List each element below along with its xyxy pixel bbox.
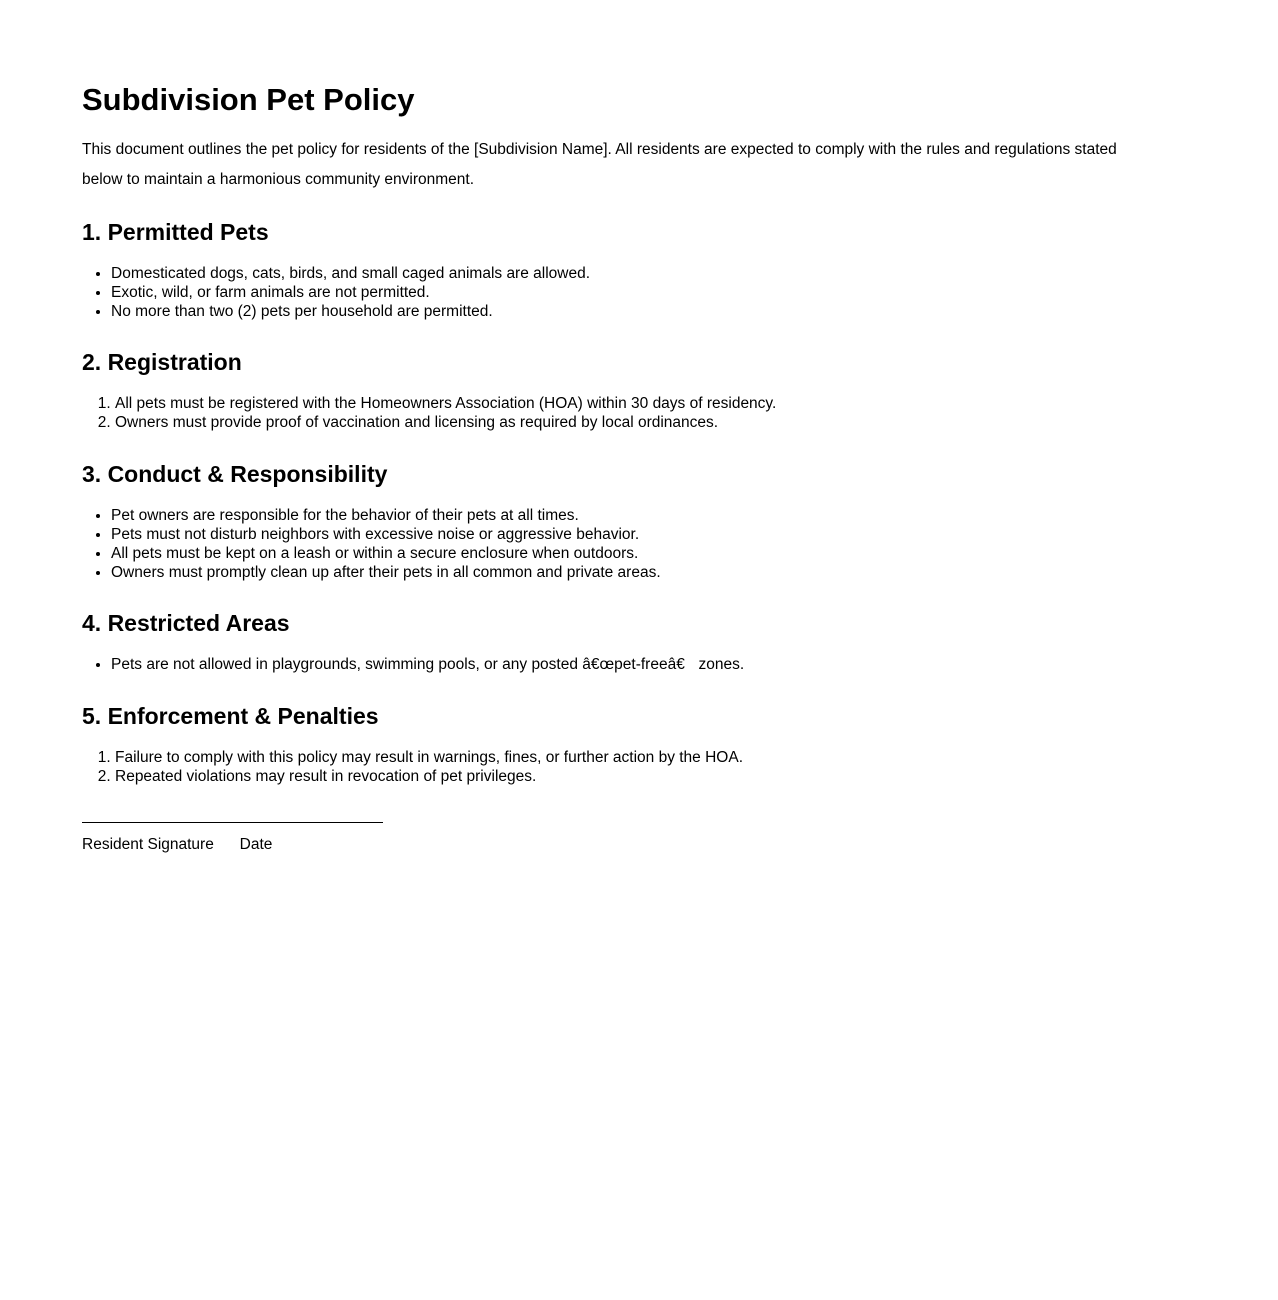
list-item: • Domesticated dogs, cats, birds, and small caged animals are allowed.: [111, 264, 1160, 283]
list-item: 1. All pets must be registered with the Homeowners Association (HOA) within 30 days of residency.: [115, 394, 1160, 413]
list-item: • Pets are not allowed in playgrounds, swimming pools, or any posted â€œpet-freeâ€ zones.: [111, 655, 1160, 674]
section-restricted-areas: [82, 610, 1160, 674]
intro-paragraph: This document outlines the pet policy for residents of the [Subdivision Name]. All residents are expected to comply with the rules and regulations stated below to maintain a harmonious community environment.: [82, 141, 1117, 188]
section-registration: [82, 349, 1160, 432]
section-heading-3: 3. Conduct & Responsibility: [82, 461, 388, 487]
section-heading-4: 4. Restricted Areas: [82, 610, 290, 636]
section-enforcement-penalties: [82, 703, 1160, 786]
list-restricted-areas: [82, 655, 1160, 674]
page-title: Subdivision Pet Policy: [82, 82, 415, 117]
list-item: • Pet owners are responsible for the behavior of their pets at all times.: [111, 506, 1160, 525]
signature-line: [82, 822, 383, 823]
list-registration: [82, 394, 1160, 432]
section-permitted-pets: [82, 219, 1160, 321]
list-conduct-responsibility: [82, 506, 1160, 582]
list-item: 2. Repeated violations may result in revocation of pet privileges.: [115, 767, 1160, 786]
list-item: • All pets must be kept on a leash or within a secure enclosure when outdoors.: [111, 544, 1160, 563]
list-item: 2. Owners must provide proof of vaccination and licensing as required by local ordinances.: [115, 413, 1160, 432]
list-item: • Pets must not disturb neighbors with excessive noise or aggressive behavior.: [111, 525, 1160, 544]
signature-labels: Resident Signature Date: [82, 836, 273, 853]
list-item: • Owners must promptly clean up after their pets in all common and private areas.: [111, 563, 1160, 582]
signature-block: [82, 822, 482, 854]
section-heading-1: 1. Permitted Pets: [82, 219, 269, 245]
section-heading-2: 2. Registration: [82, 349, 242, 375]
section-conduct-responsibility: [82, 461, 1160, 582]
list-enforcement-penalties: [82, 748, 1160, 786]
list-item: • Exotic, wild, or farm animals are not permitted.: [111, 283, 1160, 302]
list-item: 1. Failure to comply with this policy may result in warnings, fines, or further action by the HOA.: [115, 748, 1160, 767]
section-heading-5: 5. Enforcement & Penalties: [82, 703, 379, 729]
list-item: • No more than two (2) pets per household are permitted.: [111, 302, 1160, 321]
list-permitted-pets: [82, 264, 1160, 321]
